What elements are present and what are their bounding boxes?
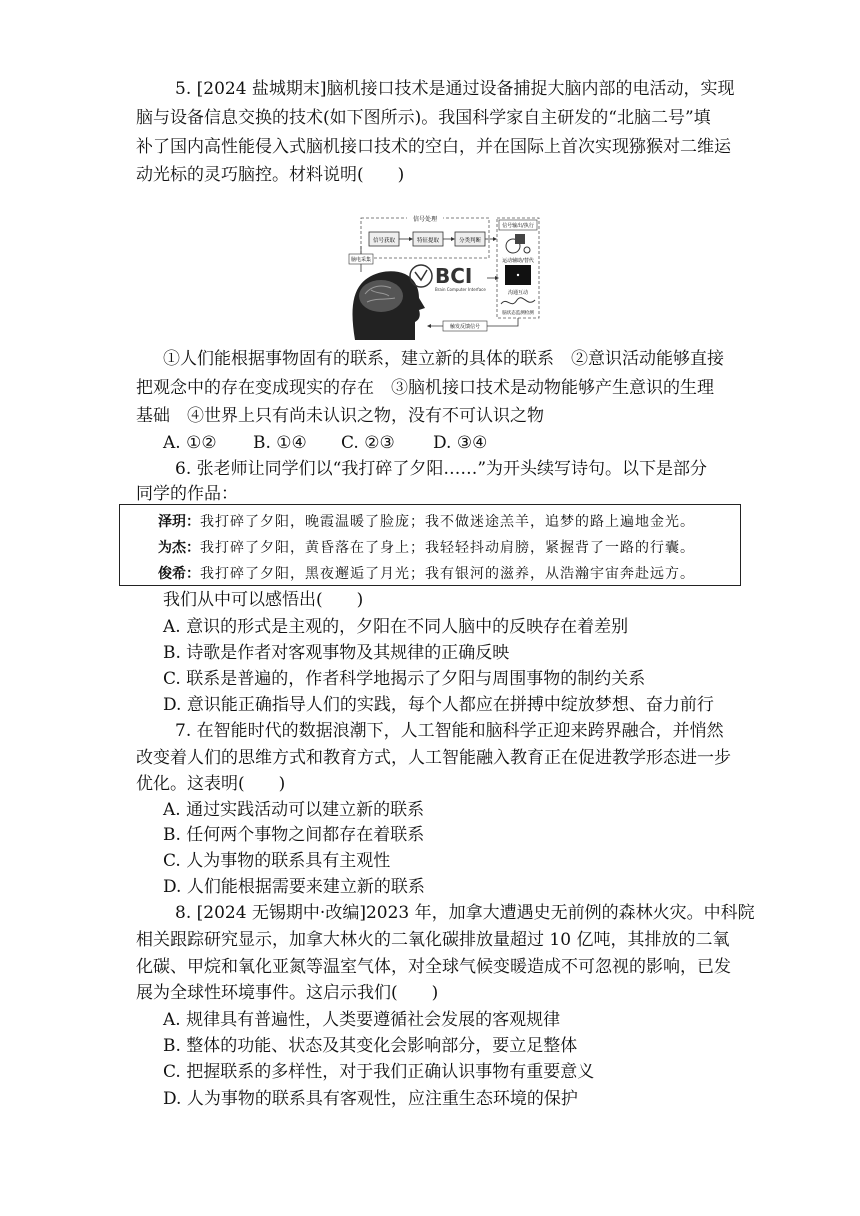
q7-option-b[interactable]: B. 任何两个事物之间都存在着联系 xyxy=(163,825,425,845)
q7-option-c[interactable]: C. 人为事物的联系具有主观性 xyxy=(163,851,391,871)
q8-option-b[interactable]: B. 整体的功能、状态及其变化会影响部分，要立足整体 xyxy=(163,1036,578,1056)
poem-line-1 xyxy=(158,509,740,535)
signal-wave-icon xyxy=(501,298,535,304)
poem-author-3: 俊希： xyxy=(158,566,200,582)
q7-option-a[interactable]: A. 通过实践活动可以建立新的联系 xyxy=(163,800,425,820)
poem-text-1: 我打碎了夕阳，晚霞温暖了脸庞；我不做迷途羔羊，追梦的路上遍地金光。 xyxy=(200,514,695,530)
q7-line-1: 7. 在智能时代的数据浪潮下，人工智能和脑科学正迎来跨界融合，并悄然 xyxy=(175,721,724,741)
figure-label-classify: 分类判断 xyxy=(458,238,482,244)
q7-line-3: 优化。这表明( ) xyxy=(136,774,286,794)
poem-text-2: 我打碎了夕阳，黄昏落在了身上；我轻轻抖动肩膀，紧握背了一路的行囊。 xyxy=(200,540,695,556)
q8-option-a[interactable]: A. 规律具有普遍性，人类要遵循社会发展的客观规律 xyxy=(163,1010,561,1030)
q5-line-2: 脑与设备信息交换的技术(如下图所示)。我国科学家自主研发的“北脑二号”填 xyxy=(136,108,711,128)
figure-label-comm: 沟通互动 xyxy=(507,290,529,296)
figure-label-signal-process: 信号处理 xyxy=(412,216,438,223)
poem-text-3: 我打碎了夕阳，黑夜邂逅了月光；我有银河的滋养，从浩瀚宇宙奔赴远方。 xyxy=(200,566,695,582)
figure-label-feedback: 触发反馈信号 xyxy=(449,324,481,330)
figure-label-motion: 运动辅助/替代 xyxy=(502,258,534,264)
q5-statement-3: 基础 ④世界上只有尚未认识之物，没有不可认识之物 xyxy=(136,406,544,426)
q6-option-a[interactable]: A. 意识的形式是主观的，夕阳在不同人脑中的反映存在着差别 xyxy=(163,617,629,637)
q5-option-b[interactable]: B. ①④ xyxy=(253,433,307,453)
poem-line-3 xyxy=(158,561,740,587)
wheelchair-icon xyxy=(506,234,530,253)
q6-option-c[interactable]: C. 联系是普遍的，作者科学地揭示了夕阳与周围事物的制约关系 xyxy=(163,669,646,689)
q5-option-c[interactable]: C. ②③ xyxy=(341,433,395,453)
poem-author-1: 泽玥： xyxy=(158,514,200,530)
figure-label-feature-extract: 特征提取 xyxy=(416,238,440,244)
figure-label-signal-collect: 信号获取 xyxy=(372,238,396,244)
q5-line-4: 动光标的灵巧脑控。材料说明( ) xyxy=(136,165,405,185)
q5-line-1: 5. [2024 盐城期末]脑机接口技术是通过设备捕捉大脑内部的电活动，实现 xyxy=(175,79,735,99)
q6-line-1: 6. 张老师让同学们以“我打碎了夕阳……”为开头续写诗句。以下是部分 xyxy=(175,459,708,479)
q5-statement-2: 把观念中的存在变成现实的存在 ③脑机接口技术是动物能够产生意识的生理 xyxy=(136,378,714,398)
figure-bci-title: BCI xyxy=(435,264,473,288)
poem-author-2: 为杰： xyxy=(158,540,200,556)
bci-diagram xyxy=(347,212,545,342)
q6-line-2: 同学的作品： xyxy=(136,484,238,504)
q6-ask: 我们从中可以感悟出( ) xyxy=(163,590,364,610)
q5-line-3: 补了国内高性能侵入式脑机接口技术的空白，并在国际上首次实现猕猴对二维运 xyxy=(136,137,731,157)
q5-statement-1: ①人们能根据事物固有的联系，建立新的具体的联系 ②意识活动能够直接 xyxy=(163,349,724,369)
q8-line-1: 8. [2024 无锡期中·改编]2023 年，加拿大遭遇史无前例的森林火灾。中科院 xyxy=(175,903,755,923)
figure-label-output: 信号输出/执行 xyxy=(502,223,534,229)
q8-option-d[interactable]: D. 人为事物的联系具有客观性，应注重生态环境的保护 xyxy=(163,1089,578,1109)
q6-option-d[interactable]: D. 意识能正确指导人们的实践，每个人都应在拼搏中绽放梦想、奋力前行 xyxy=(163,695,714,715)
q5-option-a[interactable]: A. ①② xyxy=(163,433,217,453)
figure-bci-subtitle: Brain Computer Interface xyxy=(435,287,486,292)
head-silhouette-icon xyxy=(353,271,425,340)
q8-option-c[interactable]: C. 把握联系的多样性，对于我们正确认识事物有重要意义 xyxy=(163,1062,595,1082)
figure-label-monitor: 脑状态监测检测 xyxy=(502,311,534,316)
figure-label-eeg: 脑电采集 xyxy=(350,257,372,263)
q7-line-2: 改变着人们的思维方式和教育方式，人工智能融入教育正在促进教学形态进一步 xyxy=(136,748,731,768)
q5-option-d[interactable]: D. ③④ xyxy=(433,433,488,453)
q5-options xyxy=(163,430,763,456)
q8-line-4: 展为全球性环境事件。这启示我们( ) xyxy=(136,983,439,1003)
poem-box xyxy=(119,504,741,586)
q8-line-2: 相关跟踪研究显示，加拿大林火的二氧化碳排放量超过 10 亿吨，其排放的二氧 xyxy=(136,930,730,950)
q8-line-3: 化碳、甲烷和氧化亚氮等温室气体，对全球气候变暖造成不可忽视的影响，已发 xyxy=(136,957,731,977)
q7-option-d[interactable]: D. 人们能根据需要来建立新的联系 xyxy=(163,877,425,897)
q6-option-b[interactable]: B. 诗歌是作者对客观事物及其规律的正确反映 xyxy=(163,643,510,663)
poem-line-2 xyxy=(158,535,740,561)
bci-logo xyxy=(410,264,486,292)
